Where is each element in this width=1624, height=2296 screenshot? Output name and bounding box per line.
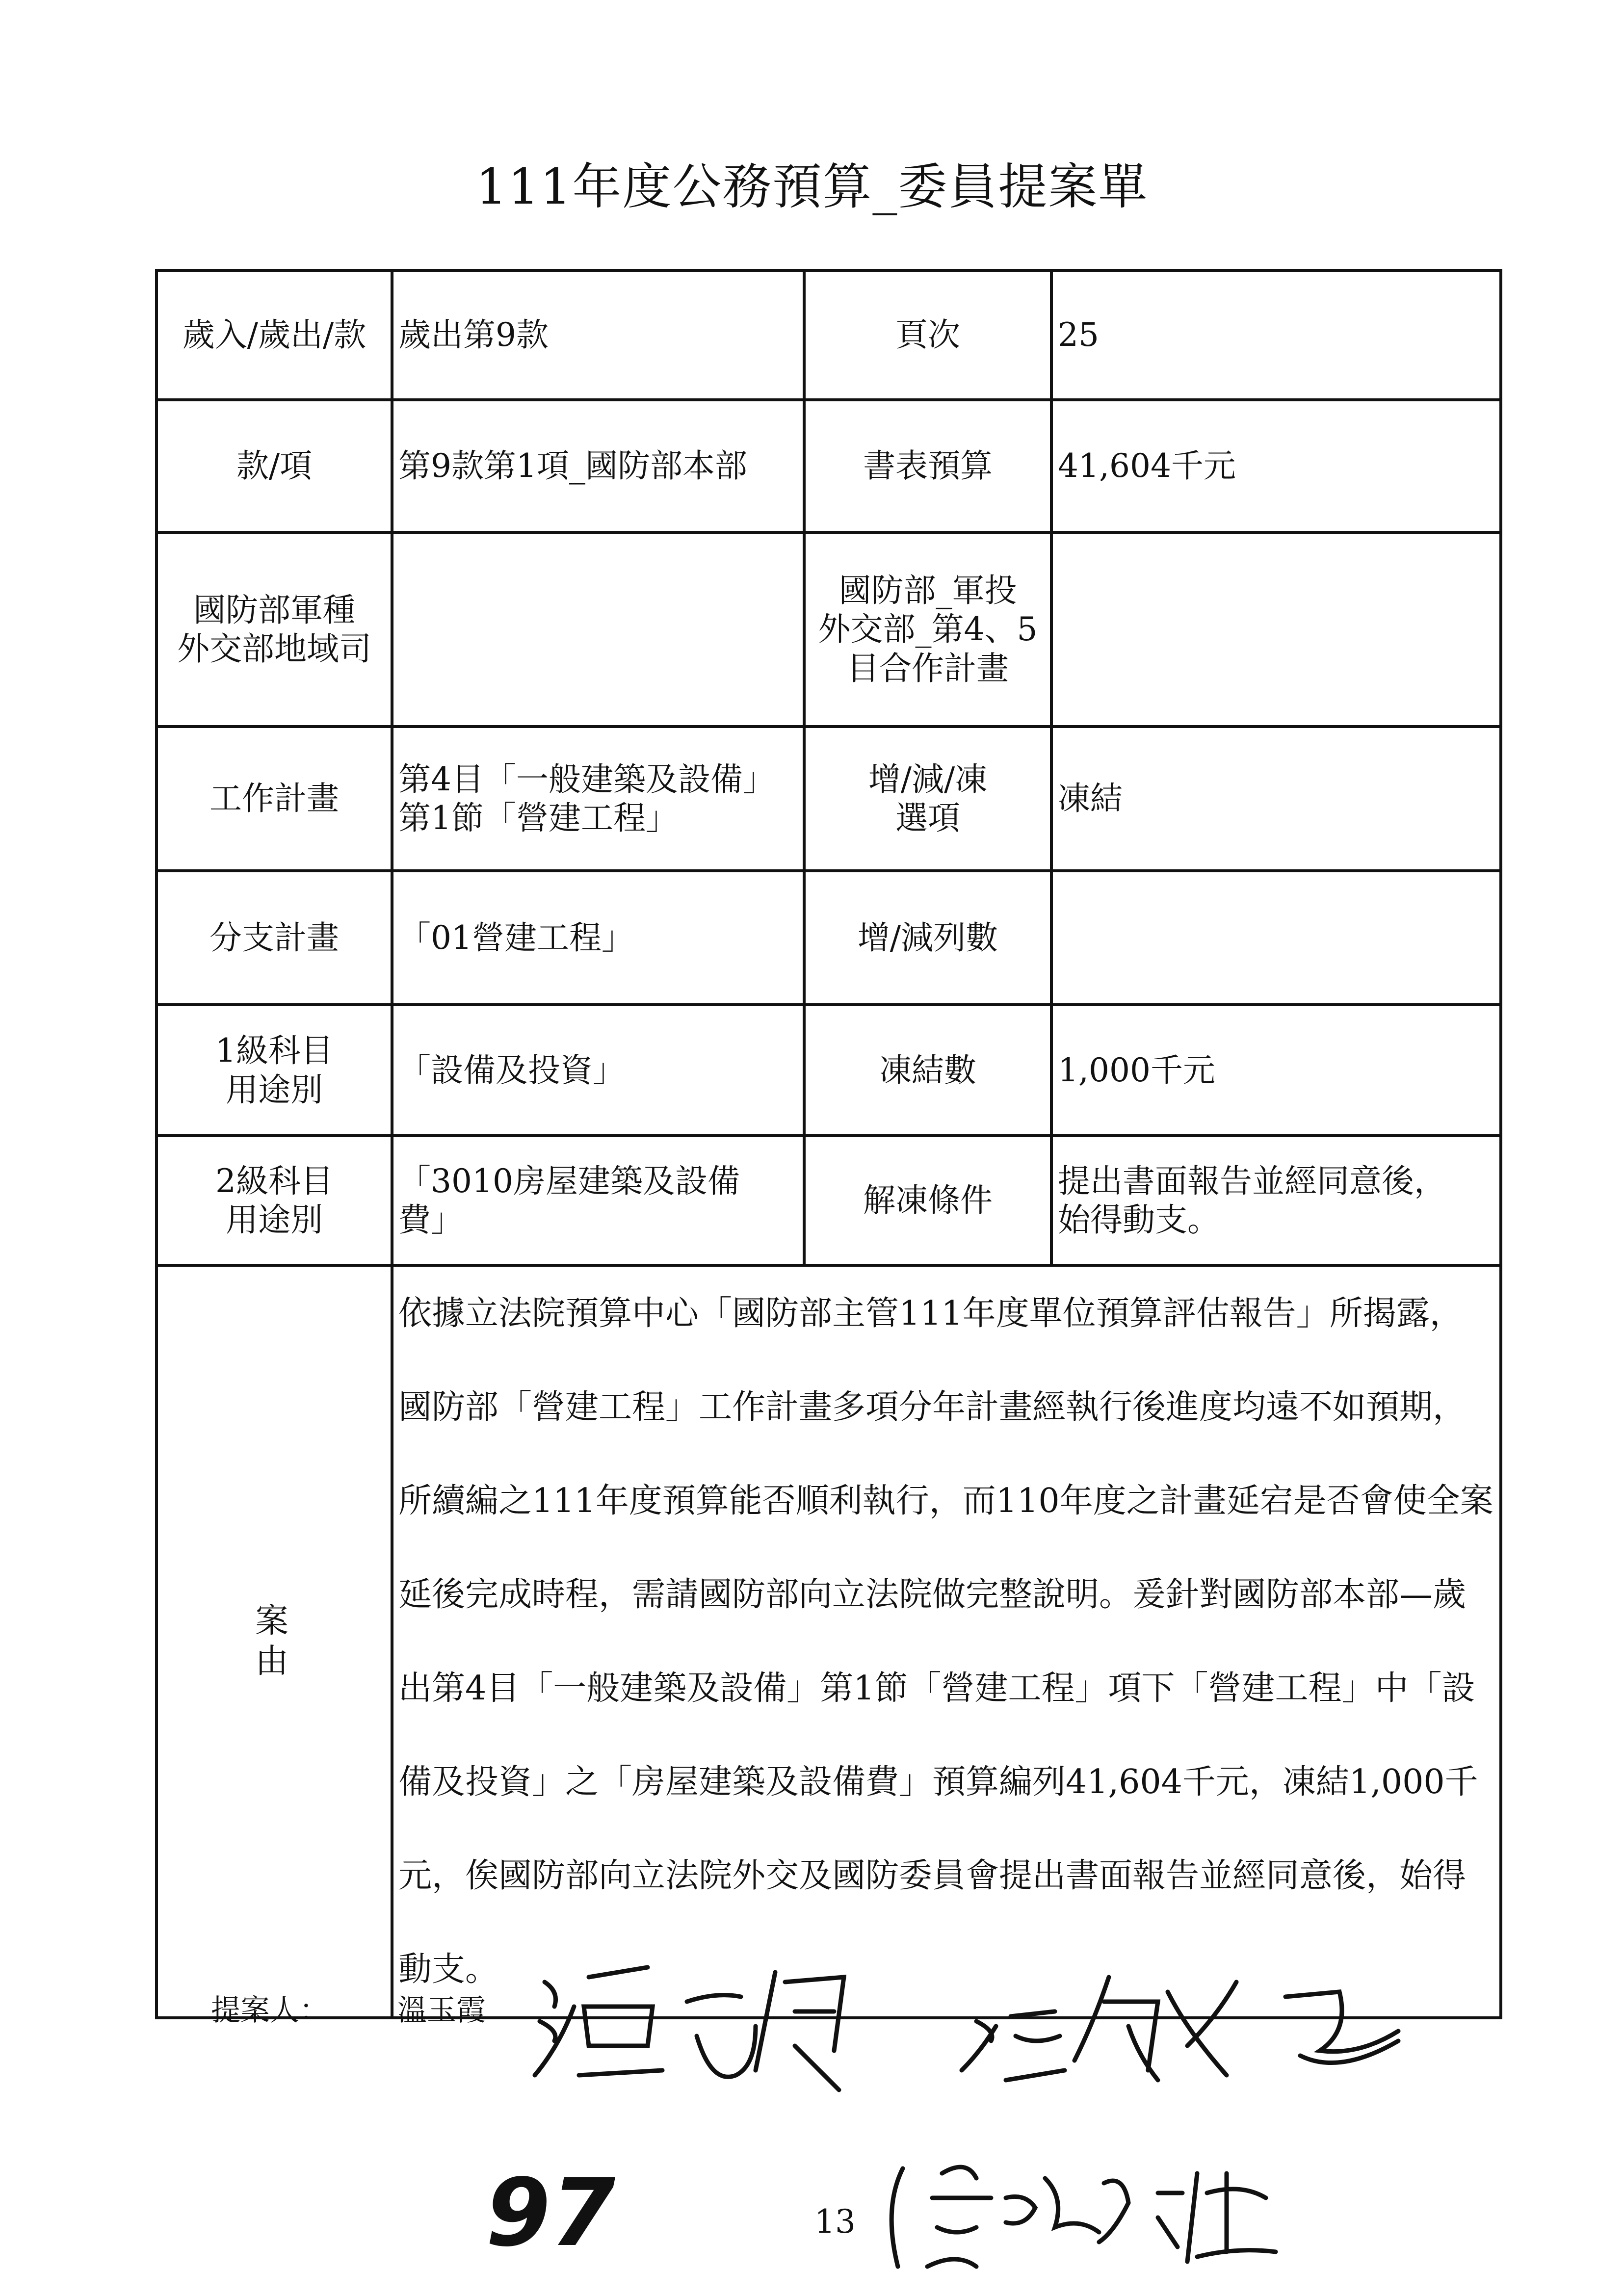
reason-line: 所續編之111年度預算能否順利執行，而110年度之計畫延宕是否會使全案 (398, 1482, 1493, 1520)
row-label: 增/減/凍 選項 (804, 727, 1051, 871)
reason-line: 元，俟國防部向立法院外交及國防委員會提出書面報告並經同意後，始得 (398, 1856, 1467, 1895)
row-label: 款/項 (157, 400, 392, 532)
row-value: 「3010房屋建築及設備 費」 (392, 1136, 804, 1265)
reason-label: 案由 (157, 1265, 392, 2018)
row-label: 1級科目 用途別 (157, 1005, 392, 1136)
row-value: 「01營建工程」 (392, 871, 804, 1005)
row-value: 41,604千元 (1051, 400, 1501, 532)
page-number: 13 (814, 2203, 856, 2241)
reason-line: 依據立法院預算中心「國防部主管111年度單位預算評估報告」所揭露， (398, 1294, 1463, 1333)
signature-3 (891, 2167, 1276, 2267)
row-value: 第9款第1項_國防部本部 (392, 400, 804, 532)
page-title: 111年度公務預算_委員提案單 (475, 158, 1149, 215)
row-label: 國防部軍種 外交部地域司 (157, 532, 392, 727)
row-label: 頁次 (804, 270, 1051, 400)
row-value: 1,000千元 (1051, 1005, 1501, 1136)
row-label: 分支計畫 (157, 871, 392, 1005)
reason-line: 備及投資」之「房屋建築及設備費」預算編列41,604千元，凍結1,000千 (398, 1763, 1478, 1801)
reason-line: 延後完成時程，需請國防部向立法院做完整說明。爰針對國防部本部—歲 (398, 1575, 1467, 1614)
handwritten-number: 97 (486, 2159, 616, 2267)
signature-2 (962, 1977, 1398, 2080)
row-label: 2級科目 用途別 (157, 1136, 392, 1265)
signature-1 (535, 1967, 844, 2090)
row-label: 凍結數 (804, 1005, 1051, 1136)
proposer-name: 溫玉霞 (397, 1993, 486, 2028)
row-label: 解凍條件 (804, 1136, 1051, 1265)
row-value: 歲出第9款 (392, 270, 804, 400)
row-label: 增/減列數 (804, 871, 1051, 1005)
row-value: 凍結 (1051, 727, 1501, 871)
row-value: 25 (1051, 270, 1501, 400)
row-value: 「設備及投資」 (392, 1005, 804, 1136)
proposer-label: 提案人： (211, 1993, 329, 2028)
row-value: 提出書面報告並經同意後， 始得動支。 (1051, 1136, 1501, 1265)
row-label: 歲入/歲出/款 (157, 270, 392, 400)
reason-line: 國防部「營建工程」工作計畫多項分年計畫經執行後進度均遠不如預期， (398, 1388, 1467, 1427)
reason-line: 出第4目「一般建築及設備」第1節「營建工程」項下「營建工程」中「設 (398, 1669, 1475, 1708)
row-label: 國防部_軍投 外交部_第4、5 目合作計畫 (804, 532, 1051, 727)
row-label: 工作計畫 (157, 727, 392, 871)
row-label: 書表預算 (804, 400, 1051, 532)
reason-line: 動支。 (398, 1950, 499, 1989)
row-value: 第4目「一般建築及設備」 第1節「營建工程」 (392, 727, 804, 871)
